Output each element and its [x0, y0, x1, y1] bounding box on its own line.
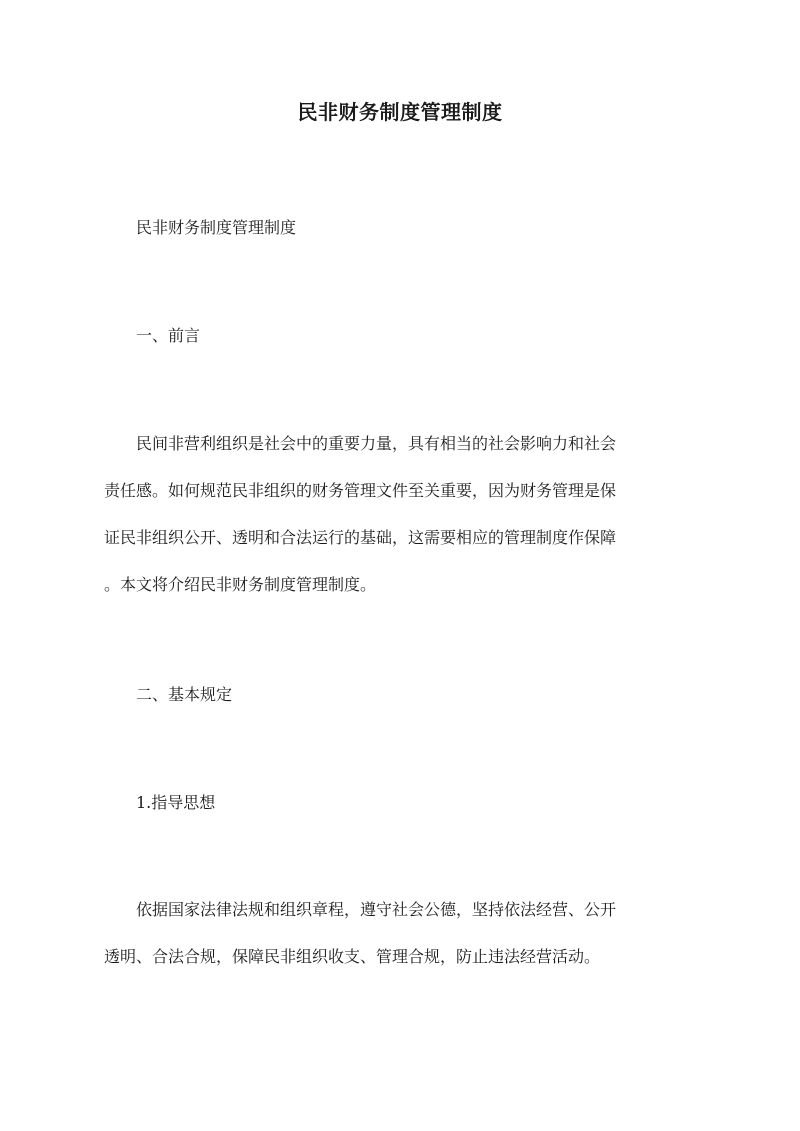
paragraph-line: 依据国家法律法规和组织章程，遵守社会公德，坚持依法经营、公开 — [136, 900, 617, 919]
paragraph-line: 民间非营利组织是社会中的重要力量，具有相当的社会影响力和社会 — [136, 434, 617, 453]
paragraph-line: 透明、合法合规，保障民非组织收支、管理合规，防止违法经营活动。 — [104, 947, 601, 966]
subsection-heading-guiding-principle: 1.指导思想 — [136, 793, 216, 812]
paragraph-line: 责任感。如何规范民非组织的财务管理文件至关重要，因为财务管理是保 — [104, 481, 617, 500]
section-heading-basic-rules: 二、基本规定 — [136, 685, 233, 704]
document-title: 民非财务制度管理制度 — [297, 100, 503, 124]
section-heading-preface: 一、前言 — [136, 326, 201, 345]
document-subtitle: 民非财务制度管理制度 — [136, 218, 297, 237]
paragraph-line: 证民非组织公开、透明和合法运行的基础，这需要相应的管理制度作保障 — [104, 528, 617, 547]
paragraph-line: 。本文将介绍民非财务制度管理制度。 — [104, 575, 377, 594]
